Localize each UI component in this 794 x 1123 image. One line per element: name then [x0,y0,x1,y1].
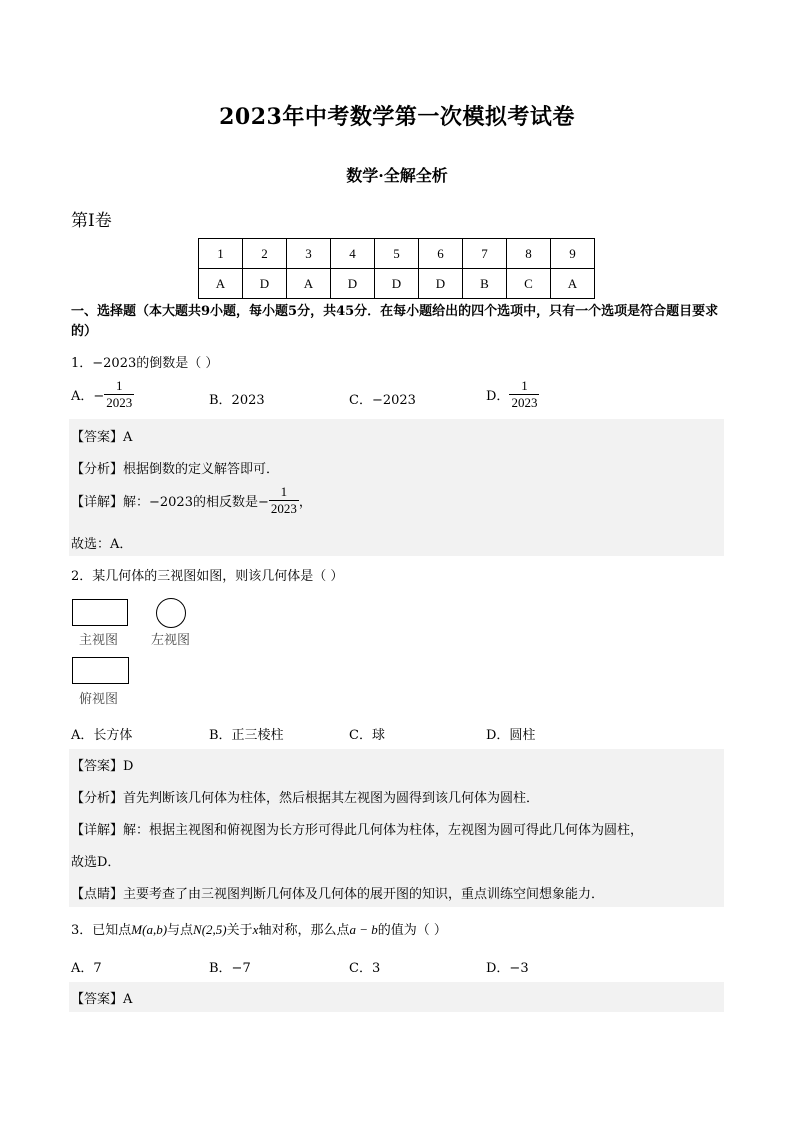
table-cell: A [199,269,243,299]
q3-option-b: B．−7 [209,961,251,976]
q1-detail [71,484,312,517]
q3-option-d: D．−3 [486,961,529,976]
table-cell: C [507,269,551,299]
table-cell: 4 [331,239,375,269]
q3-solution-box [69,982,724,1012]
q3-stem-text: 关于 [226,923,253,938]
q2-comment: 【点睛】主要考查了由三视图判断几何体及几何体的展开图的知识，重点训练空间想象能力． [71,887,605,902]
table-cell: 5 [375,239,419,269]
q3-expression: a − b [349,922,378,937]
q1-option-a-prefix: A．− [71,389,105,404]
left-view-label: 左视图 [151,633,191,648]
q2-option-c: C．球 [349,728,385,743]
top-view-label: 俯视图 [79,692,119,707]
q1-answer: 【答案】A [71,430,133,445]
q1-option-d-prefix: D． [486,389,510,404]
q3-point-n: N(2,5) [193,922,227,937]
table-cell: 3 [287,239,331,269]
q3-stem-text: 3．已知点 [71,923,132,938]
section-note: 一、选择题（本大题共9小题，每小题5分，共45分．在每小题给出的四个选项中，只有一个选项是符合题目要求的） [71,304,719,339]
q1-option-d [486,378,539,411]
fraction-denominator: 2023 [511,395,538,410]
q1-option-c: C．−2023 [349,393,416,408]
table-cell: 1 [199,239,243,269]
question-3-stem [71,919,447,938]
table-cell: 8 [507,239,551,269]
answer-table-answer-row [199,269,595,299]
q2-option-b: B．正三棱柱 [209,728,284,743]
q1-option-a-fraction [104,378,134,411]
q3-stem-text: 与点 [167,923,194,938]
table-cell: 6 [419,239,463,269]
q1-choice: 故选：A． [71,537,133,552]
q1-option-a [71,378,134,411]
front-view-rectangle [72,599,128,626]
question-1-stem: 1．−2023的倒数是（ ） [71,356,219,371]
fraction-numerator: 1 [116,378,123,393]
q3-stem-text: 的值为（ ） [377,923,447,938]
page-subtitle: 数学·全解全析 [346,166,448,185]
table-cell: B [463,269,507,299]
table-cell: D [419,269,463,299]
front-view-label: 主视图 [79,633,119,648]
q1-option-b: B．2023 [209,393,265,408]
table-cell: D [243,269,287,299]
q1-detail-text: 【详解】解：−2023的相反数是− [71,495,269,510]
q3-answer: 【答案】A [71,992,133,1007]
q3-option-c: C．3 [349,961,381,976]
q2-answer: 【答案】D [71,759,134,774]
top-view-rectangle [72,657,129,684]
answer-table [198,238,595,299]
q2-option-a: A．长方体 [71,728,133,743]
table-cell: A [287,269,331,299]
q2-detail: 【详解】解：根据主视图和俯视图为长方形可得此几何体为柱体，左视图为圆可得此几何体为圆柱， [71,823,644,838]
table-cell: D [375,269,419,299]
q1-analysis: 【分析】根据倒数的定义解答即可． [71,462,280,477]
fraction-denominator: 2023 [106,395,133,410]
q1-option-d-fraction [509,378,539,411]
q2-option-d: D．圆柱 [486,728,536,743]
table-cell: 9 [551,239,595,269]
q1-detail-suffix: ， [298,495,312,510]
q2-analysis: 【分析】首先判断该几何体为柱体，然后根据其左视图为圆得到该几何体为圆柱． [71,791,540,806]
table-cell: D [331,269,375,299]
volume-heading: 第Ⅰ卷 [71,211,112,231]
fraction-numerator: 1 [521,378,528,393]
table-cell: 2 [243,239,287,269]
left-view-circle [156,598,186,628]
page-title: 2023年中考数学第一次模拟考试卷 [219,104,575,130]
table-cell: A [551,269,595,299]
fraction-numerator: 1 [280,484,288,499]
question-2-stem: 2．某几何体的三视图如图，则该几何体是（ ） [71,569,344,584]
q3-option-a: A．7 [71,961,102,976]
table-cell: 7 [463,239,507,269]
q3-stem-text: 轴对称，那么点 [258,923,350,938]
answer-table-number-row [199,239,595,269]
fraction-denominator: 2023 [270,501,297,516]
q2-choice: 故选D． [71,855,121,870]
q1-detail-fraction [269,484,299,517]
q3-axis: x [252,922,259,937]
q3-point-m: M(a,b) [131,922,168,937]
